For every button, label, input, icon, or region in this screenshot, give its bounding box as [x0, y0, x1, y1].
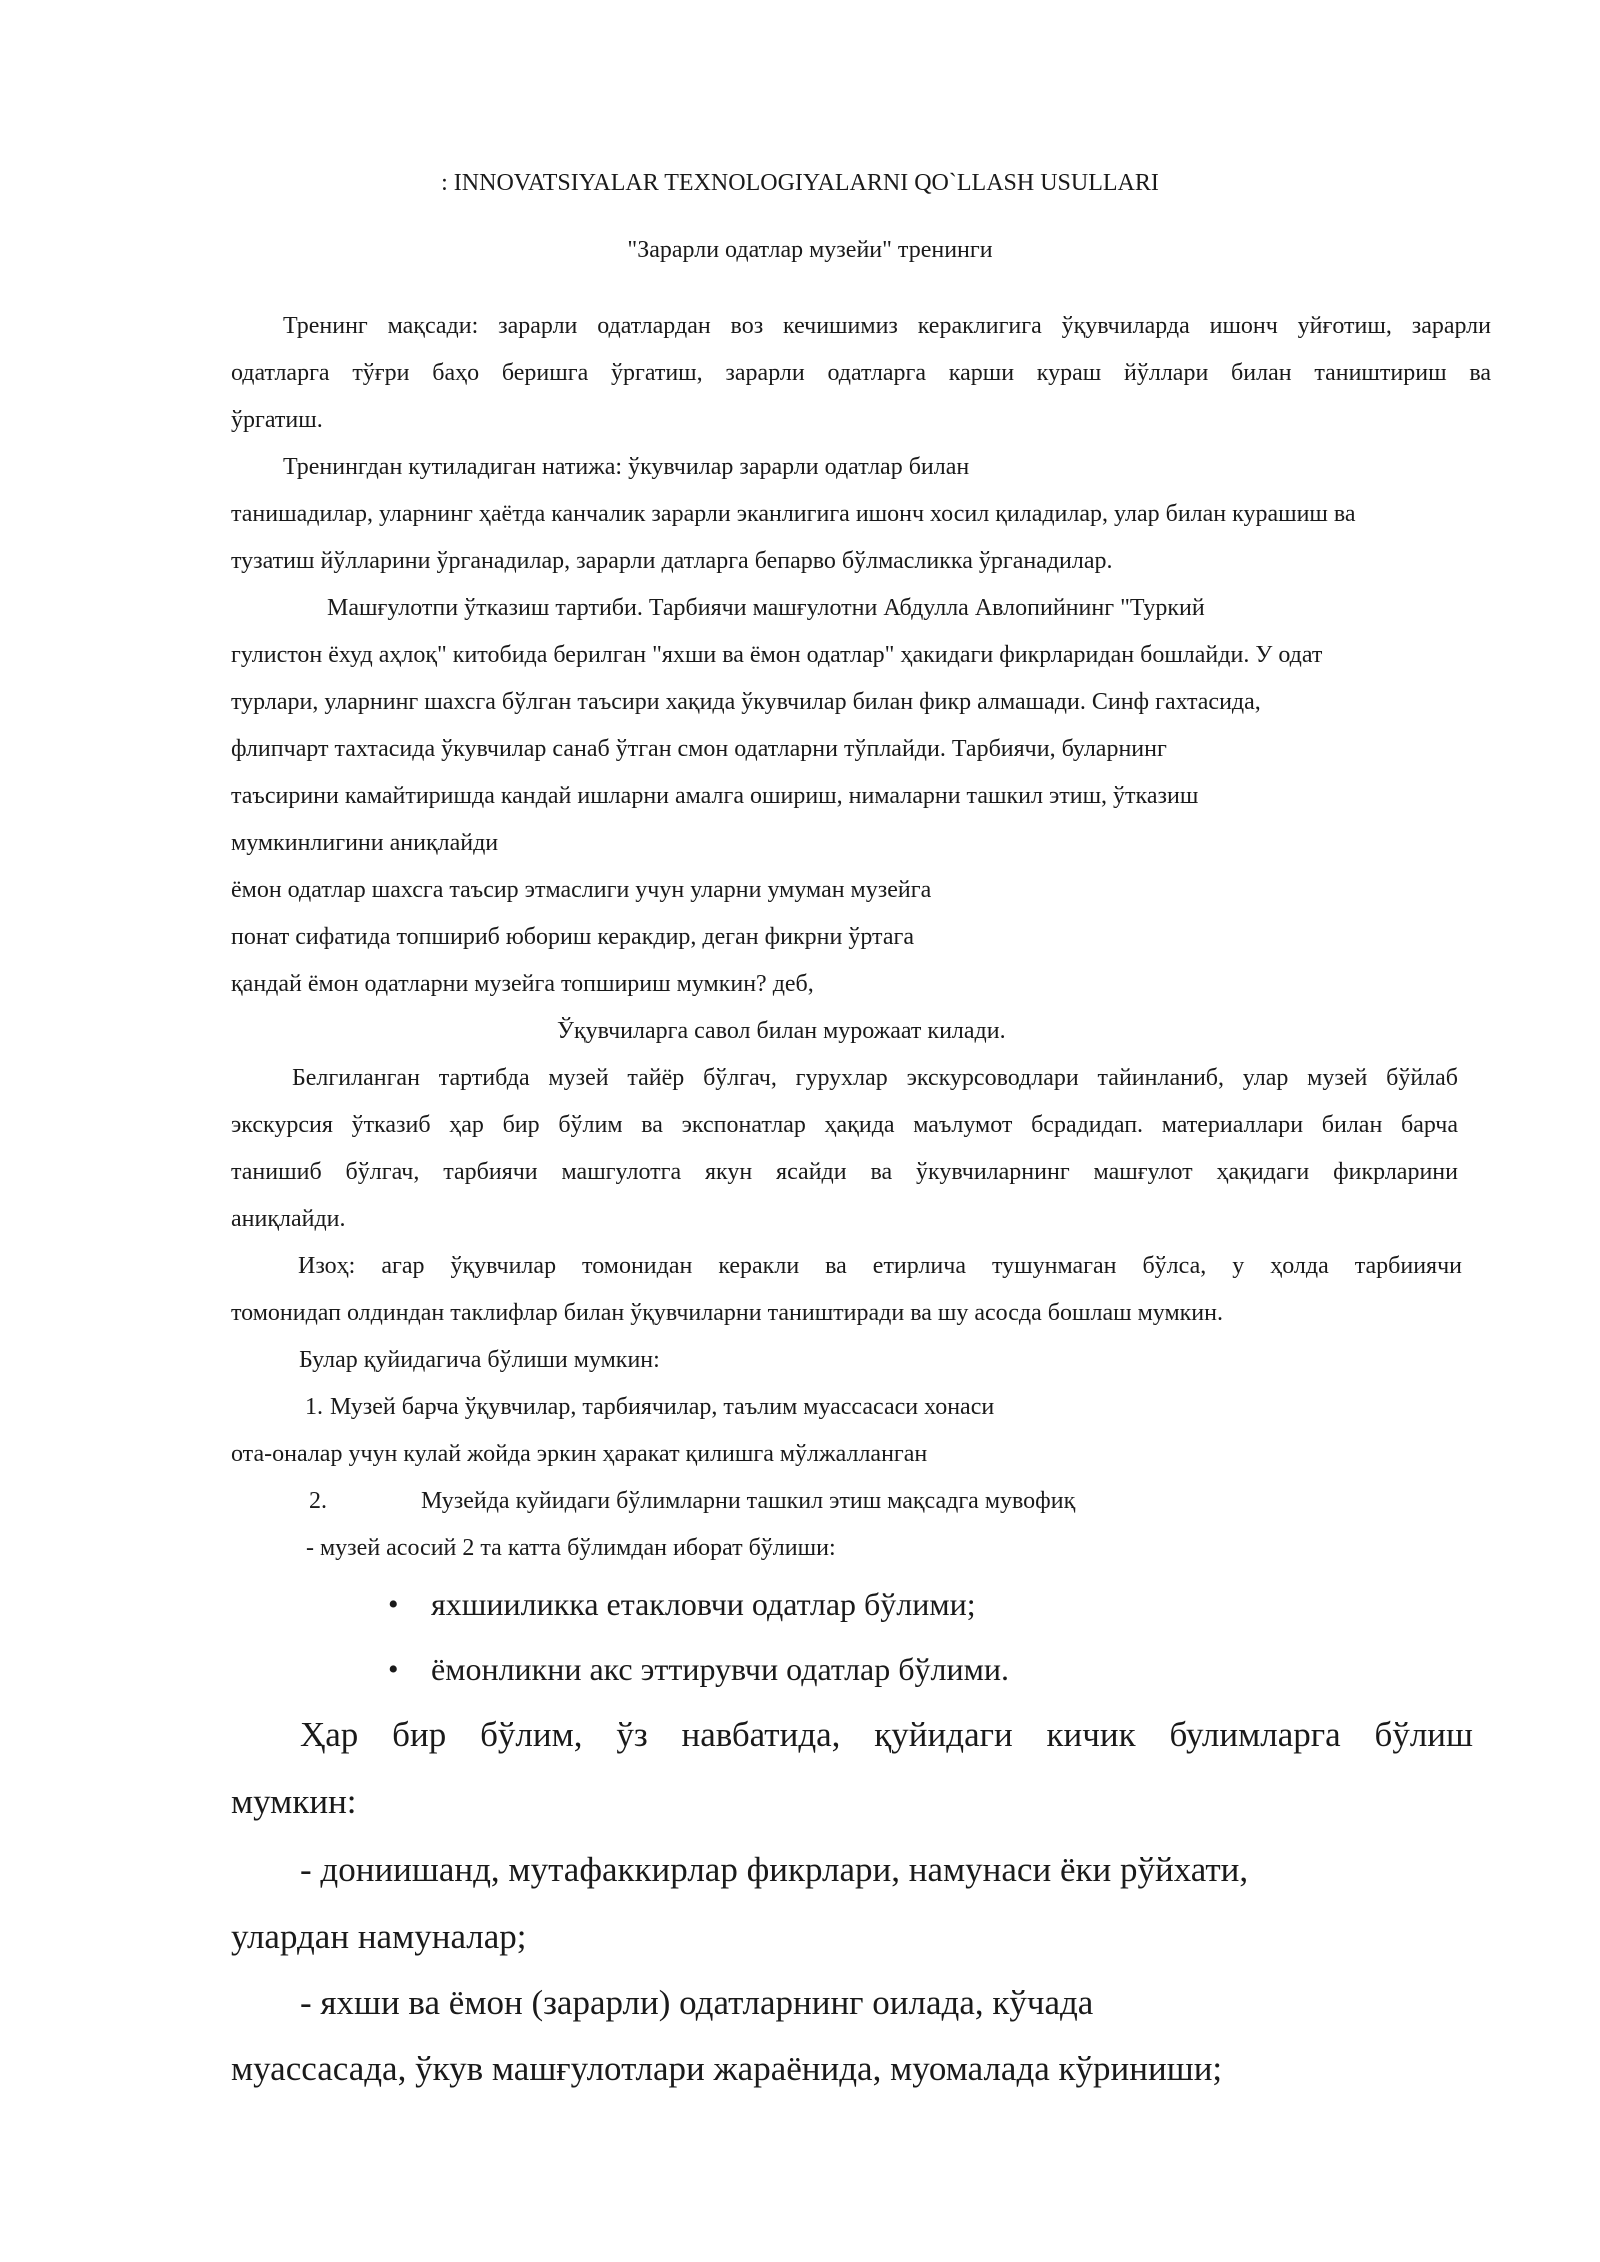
goal-line-2: одатларга тўғри баҳо беришга ўргатиш, зарарли одатларга карши кураш йўллари билан таништириш ва [231, 360, 1491, 386]
result-line-2: танишадилар, уларнинг ҳаётда канчалик зарарли эканлигига ишонч хосил қиладилар, улар билан курашиш ва [231, 501, 1356, 527]
item-1-text: Музей барча ўқувчилар, тарбиячилар, таълим муассасаси хонаси [330, 1394, 995, 1420]
note-line-1: Изоҳ: агар ўқувчилар томонидан керакли ва етирлича тушунмаган бўлса, у ҳолда тарбииячи [298, 1253, 1462, 1279]
dash-2-line-1: - яхши ва ёмон (зарарли) одатларнинг оилада, кўчада [300, 1983, 1094, 2022]
procedure-line-9: қандай ёмон одатларни музейга топшириш мумкин? деб, [231, 971, 814, 997]
procedure-line-8: понат сифатида топшириб юбориш керакдир, деган фикрни ўртага [231, 924, 914, 950]
procedure-line-6: мумкинлигини аниқлайди [231, 830, 499, 856]
procedure-line-10: Ўқувчиларга савол билан мурожаат килади. [557, 1018, 1006, 1044]
bullet-2-symbol: • [388, 1653, 399, 1686]
museum-line-3: танишиб бўлгач, тарбиячи машгулотга якун ясайди ва ўкувчиларнинг машғулот ҳақидаги фикрларини [231, 1159, 1458, 1185]
procedure-line-2: гулистон ёхуд аҳлоқ" китобида берилган "яхши ва ёмон одатлар" ҳакидаги фикрларидан бошлайди. У одат [231, 642, 1323, 668]
dash-2-line-2: муассасада, ўкув машғулотлари жараёнида, муомалада кўриниши; [231, 2049, 1223, 2088]
item-2-subline: - музей асосий 2 та катта бўлимдан иборат бўлиши: [306, 1535, 836, 1561]
item-1-continuation: ота-оналар учун кулай жойда эркин ҳаракат қилишга мўлжалланган [231, 1441, 928, 1467]
procedure-line-4: флипчарт тахтасида ўкувчилар санаб ўтган смон одатларни тўплайди. Тарбиячи, буларнинг [231, 736, 1167, 762]
museum-line-2: экскурсия ўтказиб ҳар бир бўлим ва экспонатлар ҳақида маълумот бсрадидап. материаллари билан барча [231, 1112, 1458, 1138]
bullet-2-text: ёмонликни акс эттирувчи одатлар бўлими. [431, 1651, 1009, 1687]
dash-1-line-1: - дониишанд, мутафаккирлар фикрлари, намунаси ёки рўйхати, [300, 1850, 1249, 1889]
procedure-line-1: Машғулотпи ўтказиш тартиби. Тарбиячи машғулотни Абдулла Авлопийнинг "Туркий [327, 595, 1205, 621]
dash-1-line-2: улардан намуналар; [231, 1917, 527, 1956]
bullet-1-symbol: • [388, 1588, 399, 1621]
training-title: "Зарарли одатлар музейи" тренинги [627, 237, 993, 263]
item-1-number: 1. [305, 1394, 323, 1420]
section-title: : INNOVATSIYALAR TEXNOLOGIYALARNI QO`LLASH USULLARI [441, 170, 1159, 196]
goal-line-1: Тренинг мақсади: зарарли одатлардан воз кечишимиз кераклигига ўқувчиларда ишонч уйғотиш, зарарли [283, 313, 1491, 339]
result-line-1: Тренингдан кутиладиган натижа: ўкувчилар зарарли одатлар билан [283, 454, 970, 480]
procedure-line-7: ёмон одатлар шахсга таъсир этмаслиги учун уларни умуман музейга [231, 877, 932, 903]
each-section-line-2: мумкин: [231, 1782, 357, 1821]
bullet-1-text: яхшииликка етакловчи одатлар бўлими; [431, 1586, 976, 1622]
item-2-text: Музейда куйидаги бўлимларни ташкил этиш мақсадга мувофиқ [421, 1488, 1076, 1514]
museum-line-4: аниқлайди. [231, 1206, 346, 1232]
procedure-line-3: турлари, уларнинг шахсга бўлган таъсири хақида ўкувчилар билан фикр алмашади. Синф гахтасида, [231, 689, 1261, 715]
result-line-3: тузатиш йўлларини ўрганадилар, зарарли датларга бепарво бўлмасликка ўрганадилар. [231, 548, 1113, 574]
note-line-2: томонидап олдиндан таклифлар билан ўқувчиларни таништиради ва шу асосда бошлаш мумкин. [231, 1300, 1223, 1326]
goal-line-3: ўргатиш. [231, 407, 323, 433]
could-be-line: Булар қуйидагича бўлиши мумкин: [299, 1347, 660, 1373]
each-section-line-1: Ҳар бир бўлим, ўз навбатида, қуйидаги кичик булимларга бўлиш [300, 1715, 1473, 1754]
item-2-number: 2. [309, 1488, 327, 1514]
museum-line-1: Белгиланган тартибда музей тайёр бўлгач, гурухлар экскурсоводлари тайинланиб, улар музей бўйлаб [292, 1065, 1458, 1091]
procedure-line-5: таъсирини камайтиришда кандай ишларни амалга ошириш, нималарни ташкил этиш, ўтказиш [231, 783, 1199, 809]
